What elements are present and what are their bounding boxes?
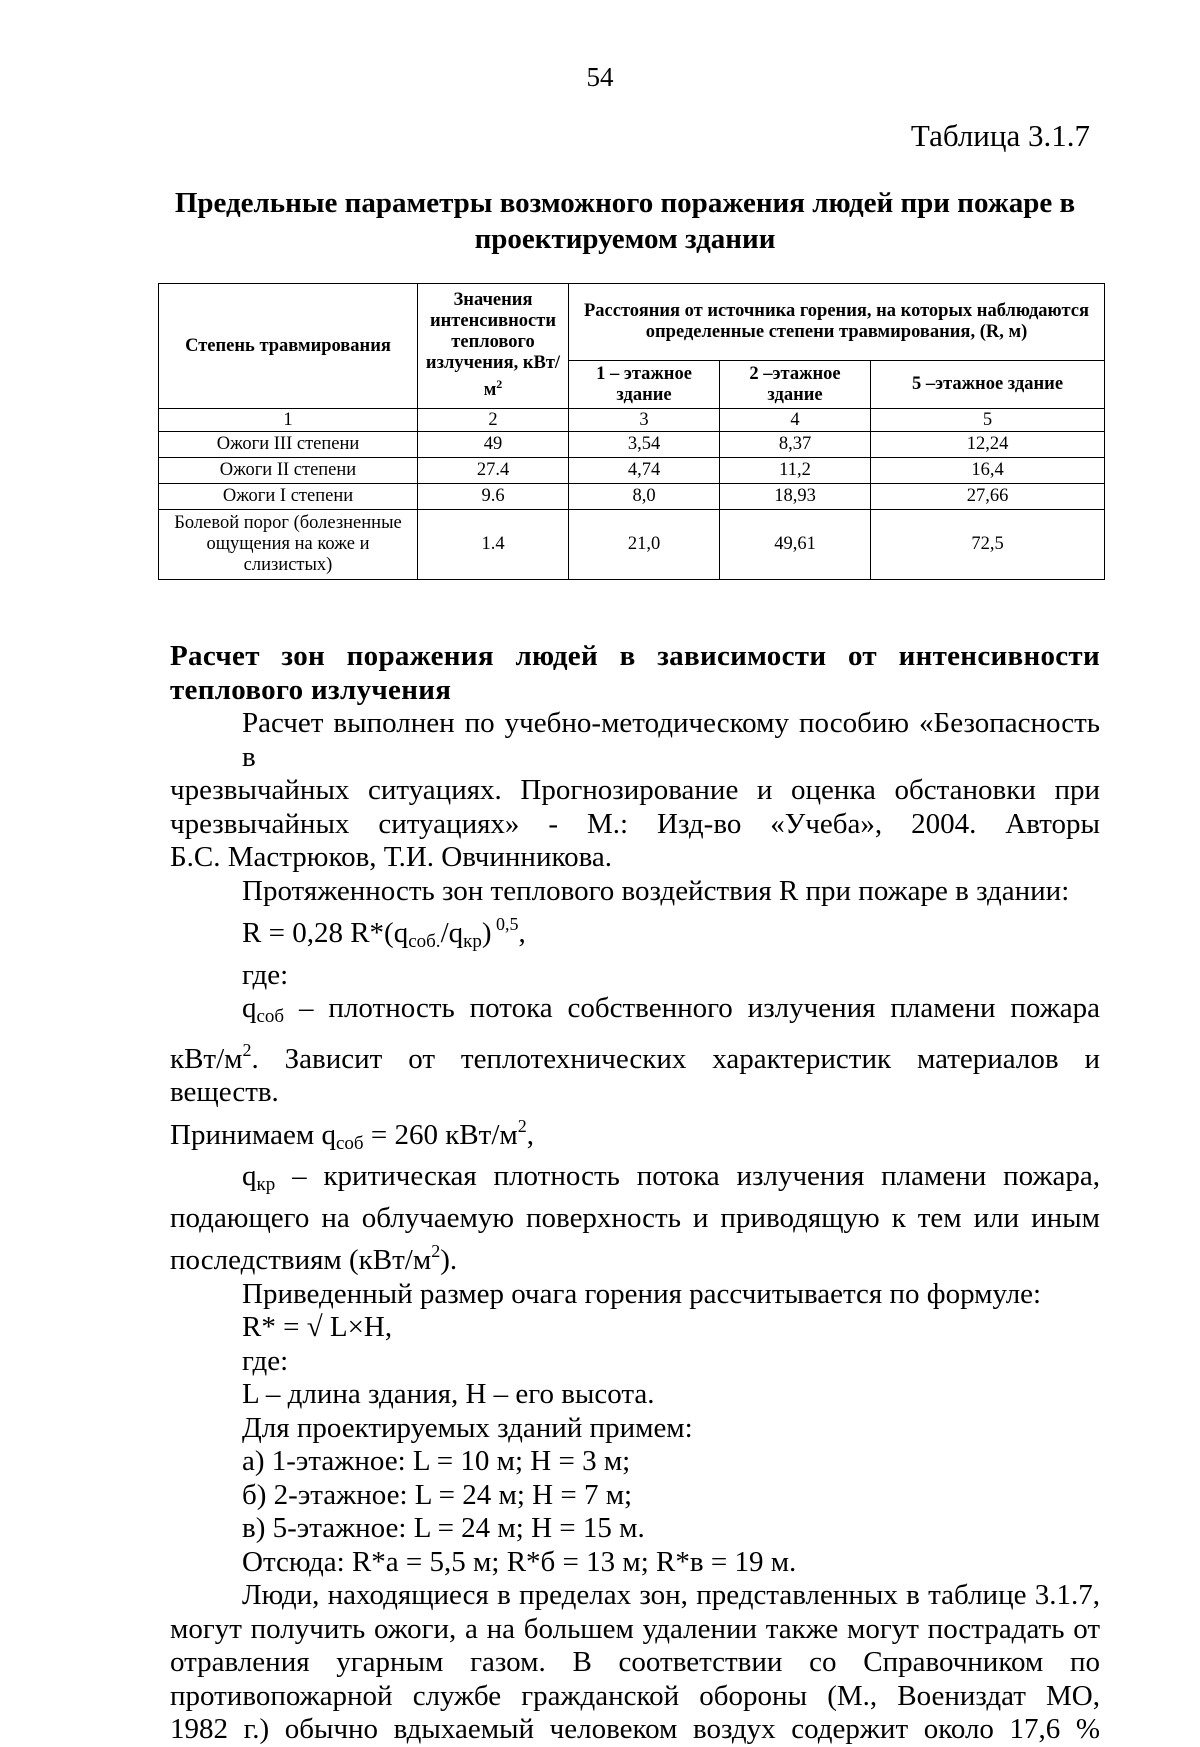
paragraph: могут получить ожоги, а на большем удалении также могут пострадать от xyxy=(170,1612,1100,1645)
table-title: Предельные параметры возможного поражения людей при пожаре в проектируемом здании xyxy=(174,187,1076,255)
row-label: Ожоги II степени xyxy=(159,458,418,484)
header-5-floor: 5 –этажное здание xyxy=(871,361,1105,409)
cell-5-floor: 27,66 xyxy=(871,484,1105,510)
paragraph: Расчет выполнен по учебно-методическому пособию «Безопасность в xyxy=(242,707,1100,773)
row-label: Ожоги III степени xyxy=(159,432,418,458)
formula-rstar: R* = √ L×H, xyxy=(242,1311,393,1343)
table-row xyxy=(159,432,1105,458)
paragraph: противопожарной службе гражданской обороны (М., Воениздат МО, xyxy=(170,1679,1100,1712)
section-heading: Расчет зон поражения людей в зависимости от интенсивности xyxy=(170,640,1100,672)
result-line: Отсюда: R*а = 5,5 м; R*б = 13 м; R*в = 19 м. xyxy=(242,1545,797,1578)
paragraph: Люди, находящиеся в пределах зон, представленных в таблице 3.1.7, xyxy=(242,1579,1100,1611)
definition-qkr: $q_{кр}$ – критическая плотность потока излучения пламени пожара, xyxy=(242,1160,1100,1195)
header-1-floor: 1 – этажное здание xyxy=(569,361,720,409)
cell-5-floor: 16,4 xyxy=(871,458,1105,484)
table-row xyxy=(159,484,1105,510)
row-label: Болевой порог (болезненные ощущения на коже и слизистых) xyxy=(159,510,418,580)
definition-qkr: последствиям $(кВт/м^2)$. xyxy=(170,1241,458,1276)
list-item: в) 5-этажное: L = 24 м; H = 15 м. xyxy=(242,1512,645,1544)
definition-lh: L – длина здания, H – его высота. xyxy=(242,1378,655,1410)
definition-qkr: подающего на облучаемую поверхность и приводящую к тем или иным xyxy=(170,1201,1100,1234)
paragraph: Для проектируемых зданий примем: xyxy=(242,1411,693,1444)
table-row xyxy=(159,510,1105,580)
cell-2-floor: 49,61 xyxy=(720,510,871,580)
cell-intensity: 49 xyxy=(418,432,569,458)
cell-1-floor: 21,0 xyxy=(569,510,720,580)
paragraph: Б.С. Мастрюков, Т.И. Овчинникова. xyxy=(170,841,613,873)
page-number: 54 xyxy=(586,62,614,92)
cell-5-floor: 12,24 xyxy=(871,432,1105,458)
definition-qsob: $q_{соб}$ – плотность потока собственного излучения пламени пожара xyxy=(242,992,1100,1027)
list-item: б) 2-этажное: L = 24 м; H = 7 м; xyxy=(242,1478,633,1511)
body-text xyxy=(170,640,1100,1747)
paragraph: Протяженность зон теплового воздействия R при пожаре в здании: xyxy=(242,874,1070,907)
cell-5-floor: 72,5 xyxy=(871,510,1105,580)
cell-intensity: 27.4 xyxy=(418,458,569,484)
paragraph: 1982 г.) обычно вдыхаемый человеком воздух содержит около 17,6 % xyxy=(170,1713,1100,1745)
index-cell: 5 xyxy=(871,409,1105,432)
cell-2-floor: 8,37 xyxy=(720,432,871,458)
cell-2-floor: 18,93 xyxy=(720,484,871,510)
list-item: а) 1-этажное: L = 10 м; H = 3 м; xyxy=(242,1445,631,1477)
table-number: Таблица 3.1.7 xyxy=(910,118,1090,153)
index-cell: 3 xyxy=(569,409,720,432)
index-cell: 2 xyxy=(418,409,569,432)
index-cell: 4 xyxy=(720,409,871,432)
paragraph: чрезвычайных ситуациях» - М.: Изд-во «Учеба», 2004. Авторы xyxy=(170,807,1100,840)
formula-r: R = 0,28 $R*(q_{соб.}/q_{кр})$ $^{0,5}$, xyxy=(242,914,526,952)
table-row xyxy=(159,458,1105,484)
paragraph: чрезвычайных ситуациях. Прогнозирование и оценка обстановки при xyxy=(170,774,1100,806)
header-injury-degree: Степень травмирования xyxy=(159,284,418,409)
index-cell: 1 xyxy=(159,409,418,432)
cell-1-floor: 8,0 xyxy=(569,484,720,510)
cell-1-floor: 3,54 xyxy=(569,432,720,458)
section-heading: теплового излучения xyxy=(170,673,452,706)
cell-1-floor: 4,74 xyxy=(569,458,720,484)
table-header-row xyxy=(159,284,1105,361)
definition-qsob: кВт/$м^2$. Зависит от теплотехнических характеристик материалов и веществ. xyxy=(170,1039,1100,1108)
header-2-floor: 2 –этажное здание xyxy=(720,361,871,409)
injury-parameters-table xyxy=(158,283,1105,580)
table-index-row xyxy=(159,409,1105,432)
header-intensity: Значения интенсивности теплового излучения, кВт/$м^2$ xyxy=(418,284,569,409)
cell-intensity: 1.4 xyxy=(418,510,569,580)
row-label: Ожоги I степени xyxy=(159,484,418,510)
where-label: где: xyxy=(242,958,289,991)
cell-intensity: 9.6 xyxy=(418,484,569,510)
cell-2-floor: 11,2 xyxy=(720,458,871,484)
paragraph: Приведенный размер очага горения рассчитывается по формуле: xyxy=(242,1277,1042,1310)
where-label: где: xyxy=(242,1344,289,1377)
paragraph: отравления угарным газом. В соответствии со Справочником по xyxy=(170,1646,1100,1678)
definition-qsob: Принимаем $q_{соб} = 260$ кВт/$м^2$, xyxy=(170,1115,534,1154)
header-distance-group: Расстояния от источника горения, на которых наблюдаются определенные степени травмирования, (R, м) xyxy=(569,284,1105,361)
